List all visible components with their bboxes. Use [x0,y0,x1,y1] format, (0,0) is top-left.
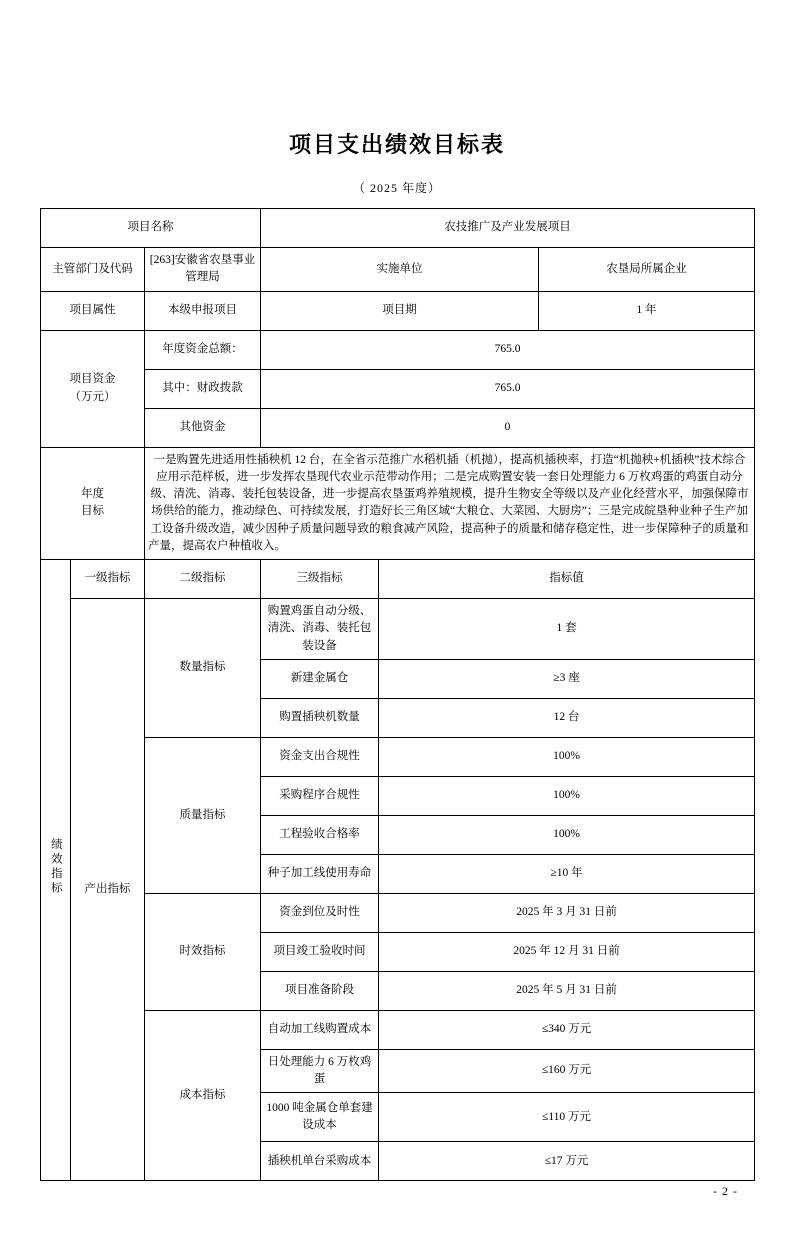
indicator-value: 2025 年 12 月 31 日前 [379,932,755,971]
indicator-value: 12 台 [379,698,755,737]
indicator-name: 购置鸡蛋自动分级、清洗、消毒、装托包装设备 [261,599,379,660]
annual-goal-label [41,447,145,560]
indicator-value: ≤17 万元 [379,1142,755,1181]
header-value: 指标值 [379,560,755,599]
indicator-name: 1000 吨金属仓单套建设成本 [261,1093,379,1142]
table-row [41,209,755,248]
table-row [41,599,755,660]
project-funds-label-line2: （万元） [69,390,116,403]
table-row [41,560,755,599]
group-name-quality: 质量指标 [145,737,261,893]
page-title: 项目支出绩效目标表 [288,132,505,157]
table-row [41,291,755,330]
fiscal-appropriation-label: 其中：财政拨款 [145,369,261,408]
header-level3: 三级指标 [261,560,379,599]
other-funds-label: 其他资金 [145,408,261,447]
project-name-value: 农技推广及产业发展项目 [261,209,755,248]
total-funds-label: 年度资金总额： [145,330,261,369]
indicator-name: 资金到位及时性 [261,893,379,932]
header-level1: 一级指标 [71,560,145,599]
indicator-name: 项目竣工验收时间 [261,932,379,971]
table-row [41,369,755,408]
indicator-name: 资金支出合规性 [261,737,379,776]
indicator-value: ≤110 万元 [379,1093,755,1142]
table-row [41,893,755,932]
performance-goal-table [40,208,755,1181]
page-number: - 2 - [713,1184,738,1198]
other-funds-value: 0 [261,408,755,447]
project-funds-label [41,330,145,447]
indicator-name: 日处理能力 6 万枚鸡蛋 [261,1049,379,1093]
indicator-value: 1 套 [379,599,755,660]
group-name-cost: 成本指标 [145,1010,261,1181]
indicator-value: ≤340 万元 [379,1010,755,1049]
indicator-name: 自动加工线购置成本 [261,1010,379,1049]
group-name-quantity: 数量指标 [145,599,261,738]
project-funds-label-line1: 项目资金 [69,373,116,386]
indicator-value: ≤160 万元 [379,1049,755,1093]
fiscal-year-subtitle: （ 2025 年度） [352,181,441,195]
indicator-value: 100% [379,776,755,815]
table-row [41,408,755,447]
indicator-value: 100% [379,737,755,776]
total-funds-value: 765.0 [261,330,755,369]
annual-goal-label-line1: 年度 [81,488,104,500]
output-indicator-label: 产出指标 [71,599,145,1181]
indicator-value: ≥3 座 [379,659,755,698]
indicator-value: ≥10 年 [379,854,755,893]
table-row [41,1010,755,1049]
indicator-name: 项目准备阶段 [261,971,379,1010]
attribute-value: 本级申报项目 [145,291,261,330]
project-period-label: 项目期 [261,291,539,330]
annual-goal-label-line2: 目标 [81,505,104,518]
performance-indicator-label-text: 绩效指标 [49,838,62,896]
project-name-label: 项目名称 [41,209,261,248]
indicator-name: 新建金属仓 [261,659,379,698]
impl-unit-value: 农垦局所属企业 [539,248,755,292]
header-level2: 二级指标 [145,560,261,599]
annual-goal-text: 一是购置先进适用性插秧机 12 台，在全省示范推广水稻机插（机抛），提高机插秧率，打造“机抛秧+机插秧”技术综合应用示范样板，进一步发挥农垦现代农业示范带动作用；二是完成购置安装一套日处理能力 6 万枚鸡蛋的鸡蛋自动分级、清洗、消毒、装托包装设备，进一步提高农垦蛋鸡养殖规模，提升生物安全等级以及产业化经营水平，加强保障市场供给的能力，推动绿色、可持续发展，打造好长三角区域“大粮仓、大菜园、大厨房”；三是完成皖垦种业种子生产加工设备升级改造，减少因种子质量问题导致的粮食减产风险，提高种子的质量和储存稳定性，进一步保障种子的质量和产量，提高农户种植收入。 [145,447,755,560]
table-row [41,737,755,776]
indicator-name: 种子加工线使用寿命 [261,854,379,893]
table-row [41,330,755,369]
project-period-value: 1 年 [539,291,755,330]
indicator-value: 2025 年 3 月 31 日前 [379,893,755,932]
performance-indicator-label [41,560,71,1181]
indicator-value: 2025 年 5 月 31 日前 [379,971,755,1010]
indicator-value: 100% [379,815,755,854]
indicator-name: 采购程序合规性 [261,776,379,815]
indicator-name: 插秧机单台采购成本 [261,1142,379,1181]
group-name-timeliness: 时效指标 [145,893,261,1010]
dept-value: [263]安徽省农垦事业管理局 [145,248,261,292]
dept-label: 主管部门及代码 [41,248,145,292]
table-row [41,447,755,560]
fiscal-appropriation-value: 765.0 [261,369,755,408]
impl-unit-label: 实施单位 [261,248,539,292]
table-row [41,248,755,292]
indicator-name: 购置插秧机数量 [261,698,379,737]
document-page [0,128,794,1251]
attribute-label: 项目属性 [41,291,145,330]
indicator-name: 工程验收合格率 [261,815,379,854]
